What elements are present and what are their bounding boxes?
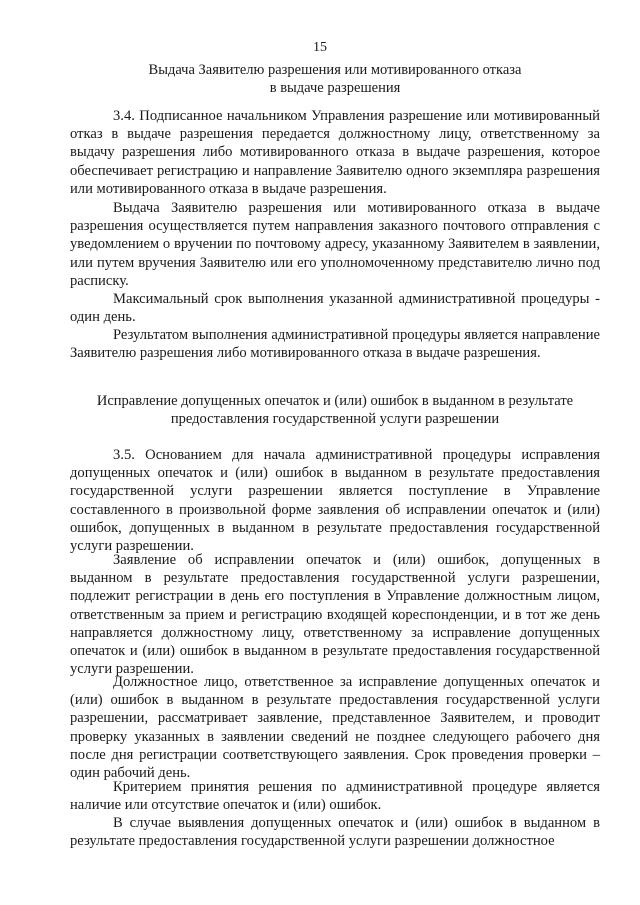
heading-line: Выдача Заявителю разрешения или мотивированного отказа (148, 62, 522, 78)
section-heading-corrections (70, 393, 600, 428)
section-heading-issuance (70, 62, 600, 97)
paragraph-review: Должностное лицо, ответственное за исправление допущенных опечаток и (или) ошибок в выданном в результате предоставления государственной услуги разрешении, рассматривает заявление, представленное Заявителем, и проводит проверку указанных в заявлении сведений не позднее следующего рабочего дня после дня регистрации соответствующего заявления. Срок проведения проверки – один рабочий день. (70, 674, 600, 782)
paragraph-3-4: 3.4. Подписанное начальником Управления разрешение или мотивированный отказ в выдаче разрешения передается должностному лицу, ответственному за выдачу разрешения либо мотивированного отказа в выдаче разрешения, которое обеспечивает регистрацию и направление Заявителю одного экземпляра разрешения или мотивированного отказа в выдаче разрешения. (70, 108, 600, 197)
paragraph-criterion: Критерием принятия решения по административной процедуре является наличие или отсутствие опечаток и (или) ошибок. (70, 779, 600, 814)
page-number: 15 (313, 40, 327, 55)
heading-line: предоставления государственной услуги разрешении (170, 410, 500, 427)
paragraph-3-5: 3.5. Основанием для начала административной процедуры исправления допущенных опечаток и (или) ошибок в выданном в результате предоставления государственной услуги разрешении является поступление в Управление составленного в произвольной форме заявления об исправлении опечаток и (или) ошибок, допущенных в выданном в результате предоставления государственной услуги разрешении. (70, 447, 600, 555)
heading-line: в выдаче разрешения (269, 79, 401, 96)
paragraph-errors-found: В случае выявления допущенных опечаток и (или) ошибок в выданном в результате предоставления государственной услуги разрешении должностное (70, 815, 600, 850)
paragraph-max-term: Максимальный срок выполнения указанной административной процедуры - один день. (70, 291, 600, 326)
paragraph-delivery-method: Выдача Заявителю разрешения или мотивированного отказа в выдаче разрешения осуществляется путем направления заказного почтового отправления с уведомлением о вручении по почтовому адресу, указанному Заявителем в заявлении, или путем вручения Заявителю или его уполномоченному представителю лично под расписку. (70, 200, 600, 289)
heading-line: Исправление допущенных опечаток и (или) ошибок в выданном в результате (96, 393, 574, 409)
paragraph-registration: Заявление об исправлении опечаток и (или) ошибок, допущенных в выданном в результате предоставления государственной услуги разрешении, подлежит регистрации в день его поступления в Управление должностным лицом, ответственным за прием и регистрацию входящей кореспонденции, и в тот же день направляется должностному лицу, ответственному за исправление допущенных опечаток и (или) ошибок в выданном в результате предоставления государственной услуги разрешении. (70, 552, 600, 678)
paragraph-result: Результатом выполнения административной процедуры является направление Заявителю разрешения либо мотивированного отказа в выдаче разрешения. (70, 327, 600, 362)
